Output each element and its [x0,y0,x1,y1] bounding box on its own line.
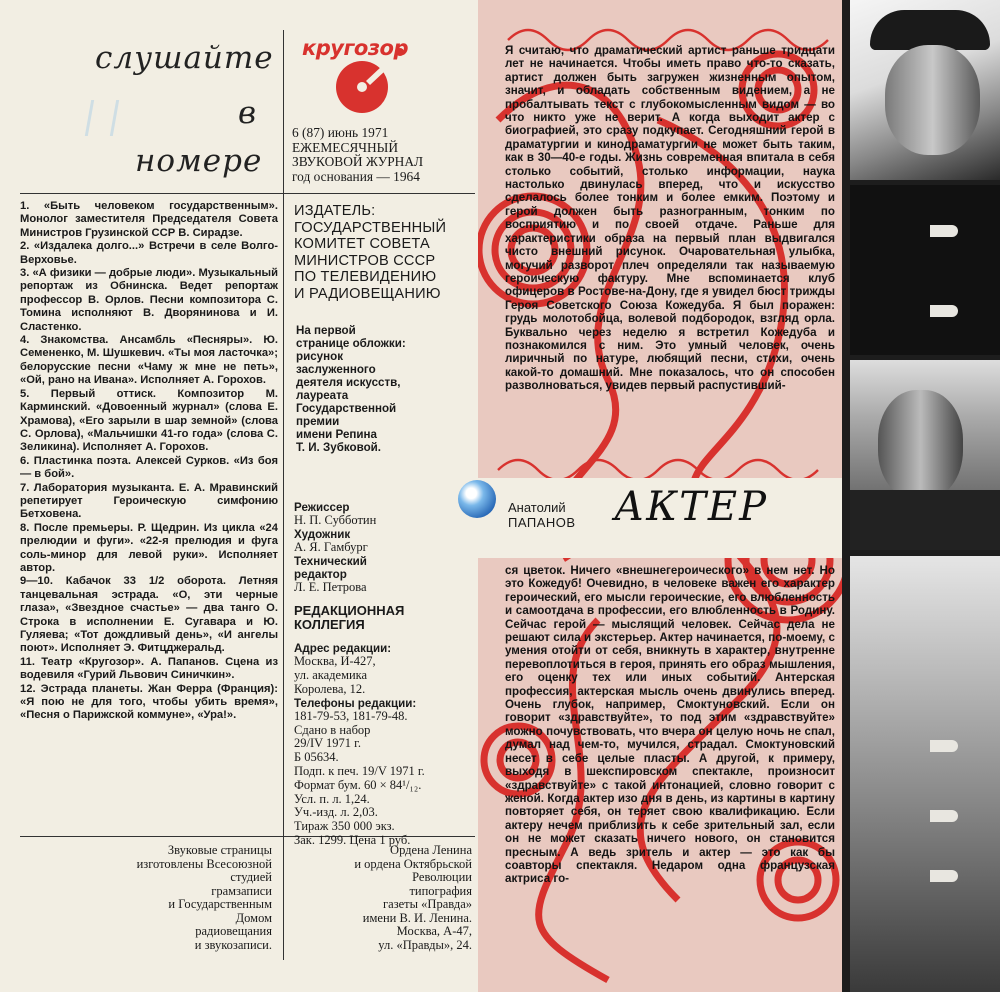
board-title-2: КОЛЛЕГИЯ [294,617,365,633]
face-shape [878,390,963,500]
header-word-issue: номере [135,143,263,179]
issue-monthly: ЕЖЕМЕСЯЧНЫЙ [292,139,399,155]
contents-item: 5. Первый оттиск. Композитор М. Карминский. «Довоенный журнал» (слова Е. Храмова), «Его зарыли в шар земной» (слова С. Орлова), «Мальчишки 41-го года» (слова С. Зеликина). Исполняет А. Горохов. [20,387,278,454]
board-title: РЕДАКЦИОННАЯ [294,603,405,619]
address-line: ул. академика [294,668,368,683]
contents-item: 9—10. Кабачок 33 1/2 оборота. Летняя танцевальная эстрада. «О, эти черные глаза», «Звездное счастье» — два танго О. Строка в исполнении Е. Сугавара и Ю. Гуляева; «Тот дождливый день», «И ангелы поют». Исполняет Э. Фитцджеральд. [20,575,278,655]
faded-mark [85,100,119,136]
tech-label-2: редактор [294,567,347,581]
print-line: Тираж 350 000 экз. [294,819,395,834]
address-line: Королева, 12. [294,681,366,696]
issue-info [292,126,472,184]
footer-sound-pages [60,844,272,952]
director-label: Режиссер [294,501,350,514]
contents-item: 1. «Быть человеком государственным». Монолог заместителя Председателя Совета Министров Грузинской ССР В. Сирадзе. [20,200,278,239]
article-title: АКТЕР [614,484,769,530]
footer-line: Москва, А-47, [396,924,472,938]
footer-line: и Государственным [168,897,272,911]
cover-line: деятеля искусств, [296,376,401,389]
publisher-line: И РАДИОВЕЩАНИЮ [294,285,441,302]
article-paragraph: ся цветок. Ничего «внешнегероического» в нем нет. Но это Кожедуб! Очевидно, в человеке важен его характер героический, его мысли героические, его влюбленность и самоотдача в профессии, его влюбленность в Родину. Сейчас герой — мыслящий человек. Сейчас дела не решают сила и экстерьер. Актер начинается, по-моему, с умения отойти от себя, вникнуть в характер, внутренне перевоплотиться в героя, принять его образ мышления, его оценку тех или иных событий. Антерская профессия, актерская мысль очень двинулись вперед. Очень глубок, например, Смоктуновский. Если он говорит «здравствуйте», то под этим «здравствуйте» можно почувствовать, что вчера он целую ночь не спал, думал над чем-то, мучился, страдал. Смоктуновский несет в себе целые пласты. А другой, к примеру, выходя в шекспировском спектакле, произносит «здравствуйте» с такой интонацией, словно говорит с женой. Когда актер изо дня в день, из картины в картину повторяет себя, он теряет свою квалификацию. Если актеру нечем приблизить к себе зрительный зал, если он не может сказать ничего нового, он становится пресным. А ведь зритель и актер — это как бы соавторы спектакля. Недаром одна французская актриса го- [505,564,835,886]
contents-item: 12. Эстрада планеты. Жан Ферра (Франция): «Я пою не для того, чтобы убить время», «Песня о Парижской коммуне», «Ура!». [20,682,278,722]
face-shape [885,45,980,155]
footer-line: и звукозаписи. [194,937,272,952]
phones-value: 181-79-53, 181-79-48. [294,708,408,723]
contents-list [20,200,278,723]
artist-name: А. Я. Гамбург [294,539,368,554]
phones-label: Телефоны редакции: [294,696,417,710]
issue-founded: год основания — 1964 [292,168,420,184]
tech-label: Технический [294,554,367,568]
actor-photo-4 [850,556,1000,992]
credits-block [294,501,480,848]
contents-item: 4. Знакомства. Ансамбль «Песняры». Ю. Семененко, М. Шушкевич. «Ты моя ласточка»; белорусские песни «Чаму ж мне не петь», «Ой, рано на Ивана». Исполняет А. Горохов. [20,334,278,387]
footer-line: Звуковые страницы [167,843,272,857]
footer-line: и ордена Октябрьской [354,856,472,871]
contents-item: 2. «Издалека долго...» Встречи в селе Волго-Верховье. [20,240,278,266]
contents-item: 7. Лаборатория музыканта. Е. А. Мравинский репетирует Героическую симфонию Бетховена. [20,481,278,521]
article-paragraph: Я считаю, что драматический артист раньше тридцати лет не начинается. Чтобы иметь право что-то сказать, артист должен быть загружен жизненным опытом, значит, и обладать собственным видением, а не пробалтывать текст с глубокомысленным видом — во что никто уже не верит. А когда выходит актер с биографией, это сразу подкупает. Сегодняшний герой в драматургии и кинодраматургии не может быть таким, как в 30—40-е годы. Жизнь современная впитала в себя столько событий, столько информации, наука настолько двинулась вперед, что и искусство сделалось более тонким и более емким. Поэтому и герой должен быть разногранным, тонким по восприятию и по своей отдаче. Раньше для характеристики образа на первый план выдвигался чисто внешний рисунок. Очаровательная улыбка, могучий разворот плеч определяли так называемую героическую фактуру. Мне вспоминается клуб офицеров в Ростове-на-Дону, где я увидел бюст трижды Героя Советского Союза Кожедуба. Я был поражен: грудь молотобойца, волевой подбородок, взгляд орла. Буквально через неделю я встретил Кожедуба и познакомился с ним. Это умный человек, очень лиричный по натуре, любящий песни, стихи, очень какой-то домашний. Мне показалось, что он способен разволноваться, увидев первый распустивший- [505,44,835,393]
author-last-name: ПАПАНОВ [508,515,576,530]
cover-line: имени Репина [296,428,377,441]
publisher-block [294,203,464,303]
binding-tab [930,305,958,317]
publisher-line: ИЗДАТЕЛЬ: [294,203,376,219]
print-line: Уч.-изд. л. 2,03. [294,805,378,820]
actor-photo-3 [850,360,1000,550]
footer-line: студией [230,870,272,884]
cover-line: странице обложки: [296,337,406,350]
print-line: Усл. п. л. 1,24. [294,791,370,806]
publisher-line: ПО ТЕЛЕВИДЕНИЮ [294,269,437,286]
footer-line: Революции [412,870,472,884]
print-line: Формат бум. 60 × 84¹/₁₂. [294,777,422,792]
cover-line: Государственной [296,402,397,415]
footer-line: ул. «Правды», 24. [378,937,472,952]
binding-tab [930,810,958,822]
print-line: Б 05634. [294,750,339,765]
logo-text: кругозор [301,36,409,60]
artist-label: Художник [294,527,351,541]
footer-line: грамзаписи [211,883,272,898]
footer-line: газеты «Правда» [383,897,472,911]
cover-line: премии [296,415,340,428]
article-body-bottom [505,564,835,954]
cover-note [296,324,471,454]
publisher-line: ГОСУДАРСТВЕННЫЙ [294,219,447,236]
contents-item: 3. «А физики — добрые люди». Музыкальный репортаж из Обнинска. Ведет репортаж профессор В. Орлов. Песни композитора С. Томина исполняют В. Дворянинова и И. Сластенко. [20,267,278,333]
actor-photo-2 [850,185,1000,355]
footer-line: радиовещания [195,924,272,938]
footer-line: типография [409,883,472,898]
photo-strip [842,0,1000,992]
contents-item: 11. Театр «Кругозор». А. Папанов. Сцена из водевиля «Гурий Львович Синичкин». [20,655,278,682]
director-name: Н. П. Субботин [294,513,377,527]
cover-line: Т. И. Зубковой. [296,441,381,454]
footer-line: Ордена Ленина [390,843,472,857]
cover-line: лауреата [296,389,349,402]
cover-line: рисунок [296,350,343,363]
shoulder-shape [850,490,1000,550]
tech-editor-name: Л. Е. Петрова [294,579,367,594]
blue-sphere [458,480,496,518]
hat-shape [870,10,990,50]
issue-sound-magazine: ЗВУКОВОЙ ЖУРНАЛ [292,154,424,170]
print-line: Сдано в набор [294,722,371,737]
binding-tab [930,740,958,752]
contents-item: 8. После премьеры. Р. Щедрин. Из цикла «24 прелюдии и фуги». «22-я прелюдия и фуга соль-минор для левой руки». Исполняет автор. [20,521,278,574]
footer-line: Домом [235,910,272,925]
binding-tab [930,870,958,882]
address-label: Адрес редакции: [294,642,392,656]
address-line: Москва, И-427, [294,654,376,669]
print-line: 29/IV 1971 г. [294,736,362,751]
actor-photo-1 [850,0,1000,180]
cover-line: заслуженного [296,363,376,376]
issue-date: 6 (87) июнь 1971 [292,125,389,140]
rule-vertical [283,30,284,845]
header-word-in: в [238,95,258,131]
rule-top [20,193,475,194]
rule-vertical-footer [283,840,284,960]
contents-item: 6. Пластинка поэта. Алексей Сурков. «Из боя — в бой». [20,454,278,481]
cover-line: На первой [296,324,356,337]
article-body-top [505,44,835,472]
print-line: Зак. 1299. Цена 1 руб. [294,832,411,847]
footer-printing-house [290,844,472,952]
author-first-name: Анатолий [508,500,566,515]
footer-line: изготовлены Всесоюзной [136,856,272,871]
publisher-line: КОМИТЕТ СОВЕТА [294,236,430,253]
footer-line: имени В. И. Ленина. [362,910,472,925]
binding-tab [930,225,958,237]
header-word-listen: слушайте [95,40,274,76]
publisher-line: МИНИСТРОВ СССР [294,252,436,269]
print-line: Подп. к печ. 19/V 1971 г. [294,763,425,778]
